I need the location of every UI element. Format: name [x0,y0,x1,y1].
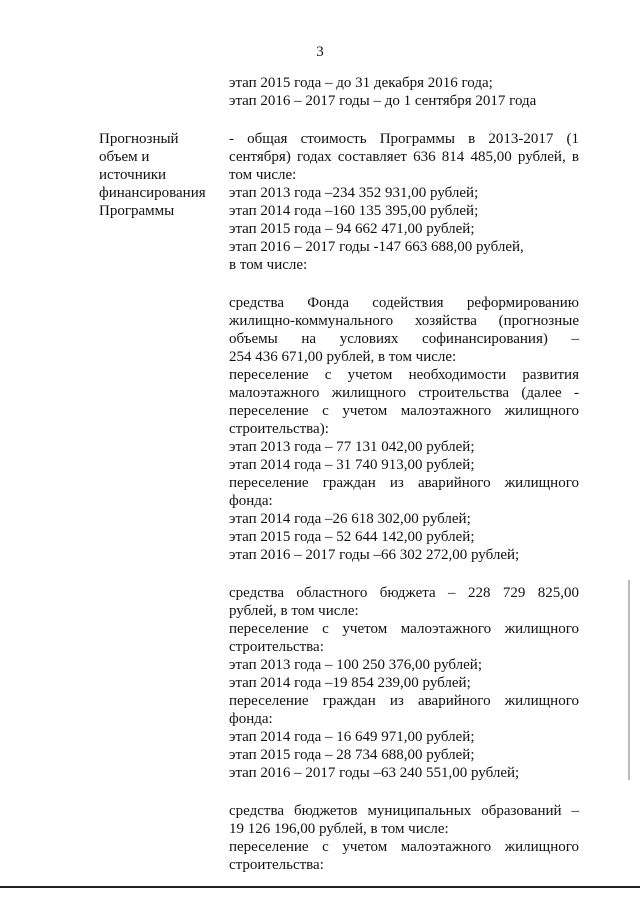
stage-deadlines [229,74,579,110]
text-line: этап 2016 – 2017 годы –63 240 551,00 рублей; [229,765,520,781]
section-label-line: источники [99,167,167,183]
deadline-line: этап 2016 – 2017 годы – до 1 сентября 2017 года [229,93,537,109]
text-line: переселение с учетом малоэтажного жилищного [229,621,579,637]
fund-block [229,294,579,564]
text-line: фонда: [229,493,273,509]
text-line: средства Фонда содействия реформированию [229,295,579,311]
text-line: средства бюджетов муниципальных образований – [229,803,579,819]
text-line: строительства: [229,857,324,873]
text-line: переселение с учетом необходимости развития [229,367,579,383]
text-line: переселение с учетом малоэтажного жилищного [229,839,579,855]
text-line: этап 2015 года – 94 662 471,00 рублей; [229,221,475,237]
page-number: 3 [316,44,324,60]
regional-budget-block [229,584,579,782]
text-line: этап 2014 года – 31 740 913,00 рублей; [229,457,475,473]
text-line: фонда: [229,711,273,727]
text-line: этап 2014 года – 16 649 971,00 рублей; [229,729,475,745]
text-line: 254 436 671,00 рублей, в том числе: [229,349,457,365]
section-label-line: Программы [99,203,175,219]
text-line: этап 2015 года – 52 644 142,00 рублей; [229,529,475,545]
text-line: этап 2014 года –160 135 395,00 рублей; [229,203,479,219]
text-line: строительства: [229,639,324,655]
text-line: рублей, в том числе: [229,603,359,619]
page-bottom-edge [0,886,640,888]
text-line: жилищно-коммунального хозяйства (прогнозные [229,313,579,329]
funding-details [229,130,579,874]
text-line: том числе: [229,167,297,183]
text-line: переселение граждан из аварийного жилищного [229,693,579,709]
text-line: средства областного бюджета – 228 729 825,00 [229,585,579,601]
text-line: сентября) годах составляет 636 814 485,00 рублей, в [229,149,579,165]
section-label-line: Прогнозный [99,131,179,147]
section-label-line: финансирования [99,185,206,201]
text-line: этап 2014 года –19 854 239,00 рублей; [229,675,471,691]
text-line: этап 2016 – 2017 годы -147 663 688,00 рублей, [229,239,524,255]
text-line: этап 2013 года – 77 131 042,00 рублей; [229,439,475,455]
total-cost-block [229,130,579,274]
section-label-line: объем и [99,149,150,165]
text-line: этап 2015 года – 28 734 688,00 рублей; [229,747,475,763]
text-line: малоэтажного жилищного строительства (далее - [229,385,579,401]
text-line: объемы на условиях софинансирования) – [229,331,579,347]
text-line: в том числе: [229,257,308,273]
text-line: - общая стоимость Программы в 2013-2017 (1 [229,131,579,147]
municipal-budget-block [229,802,579,874]
text-line: этап 2013 года – 100 250 376,00 рублей; [229,657,483,673]
text-line: этап 2016 – 2017 годы –66 302 272,00 рублей; [229,547,520,563]
text-line: 19 126 196,00 рублей, в том числе: [229,821,449,837]
text-line: этап 2013 года –234 352 931,00 рублей; [229,185,479,201]
text-line: переселение граждан из аварийного жилищного [229,475,579,491]
text-line: строительства): [229,421,329,437]
text-line: этап 2014 года –26 618 302,00 рублей; [229,511,471,527]
scan-edge-shadow [628,580,630,780]
deadline-line: этап 2015 года – до 31 декабря 2016 года; [229,75,493,91]
section-label [99,130,219,220]
text-line: переселение с учетом малоэтажного жилищного [229,403,579,419]
